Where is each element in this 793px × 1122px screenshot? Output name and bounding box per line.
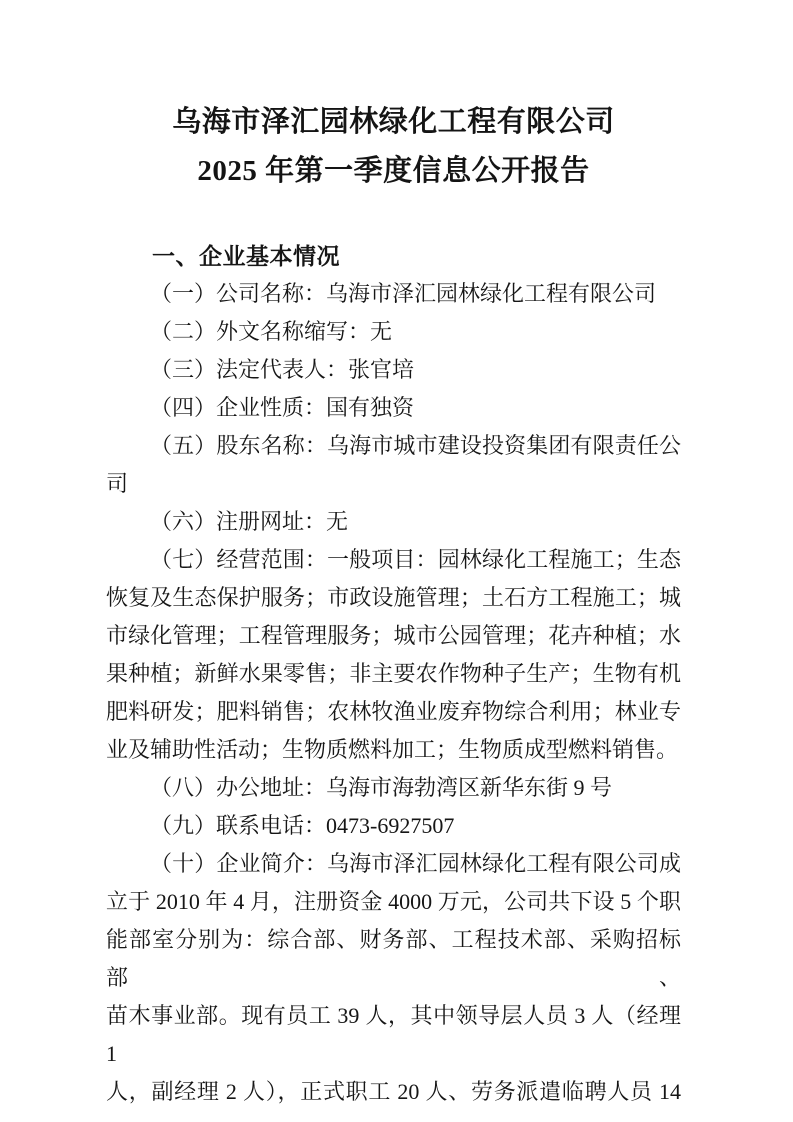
text-line: （七）经营范围：一般项目：园林绿化工程施工；生态 [150, 547, 681, 572]
text-line: 恢复及生态保护服务；市政设施管理；土石方工程施工；城 [106, 585, 681, 610]
text-line: （五）股东名称：乌海市城市建设投资集团有限责任公 [150, 433, 681, 458]
text-line: 业及辅助性活动；生物质燃料加工；生物质成型燃料销售。 [106, 737, 679, 762]
text-line: （三）法定代表人：张官培 [150, 357, 415, 382]
document-title-line-1: 乌海市泽汇园林绿化工程有限公司 [172, 106, 615, 138]
text-line: 肥料研发；肥料销售；农林牧渔业废弃物综合利用；林业专 [106, 699, 681, 724]
text-line: 立于 2010 年 4 月，注册资金 4000 万元，公司共下设 5 个职 [106, 889, 681, 914]
section-heading: 一、企业基本情况 [152, 243, 340, 269]
text-line: 司 [106, 471, 129, 496]
text-line: （八）办公地址：乌海市海勃湾区新华东街 9 号 [150, 775, 613, 800]
text-line: （六）注册网址：无 [150, 509, 349, 534]
text-line: 能部室分别为：综合部、财务部、工程技术部、采购招标部、 [106, 927, 681, 990]
text-line: 苗木事业部。现有员工 39 人，其中领导层人员 3 人（经理 1 [106, 1003, 681, 1066]
text-line: （二）外文名称缩写：无 [150, 319, 393, 344]
text-line: 果种植；新鲜水果零售；非主要农作物种子生产；生物有机 [106, 661, 681, 686]
text-line: （一）公司名称：乌海市泽汇园林绿化工程有限公司 [150, 281, 657, 306]
document-title-line-2: 2025 年第一季度信息公开报告 [197, 155, 590, 187]
document-title [106, 98, 681, 196]
text-line: （十）企业简介：乌海市泽汇园林绿化工程有限公司成 [150, 851, 681, 876]
body-lines [106, 237, 681, 1111]
text-line: （九）联系电话：0473-6927507 [150, 813, 455, 838]
text-line: 人，副经理 2 人），正式职工 20 人、劳务派遣临聘人员 14 [106, 1079, 681, 1104]
text-line: （四）企业性质：国有独资 [150, 395, 415, 420]
text-line: 市绿化管理；工程管理服务；城市公园管理；花卉种植；水 [106, 623, 681, 648]
